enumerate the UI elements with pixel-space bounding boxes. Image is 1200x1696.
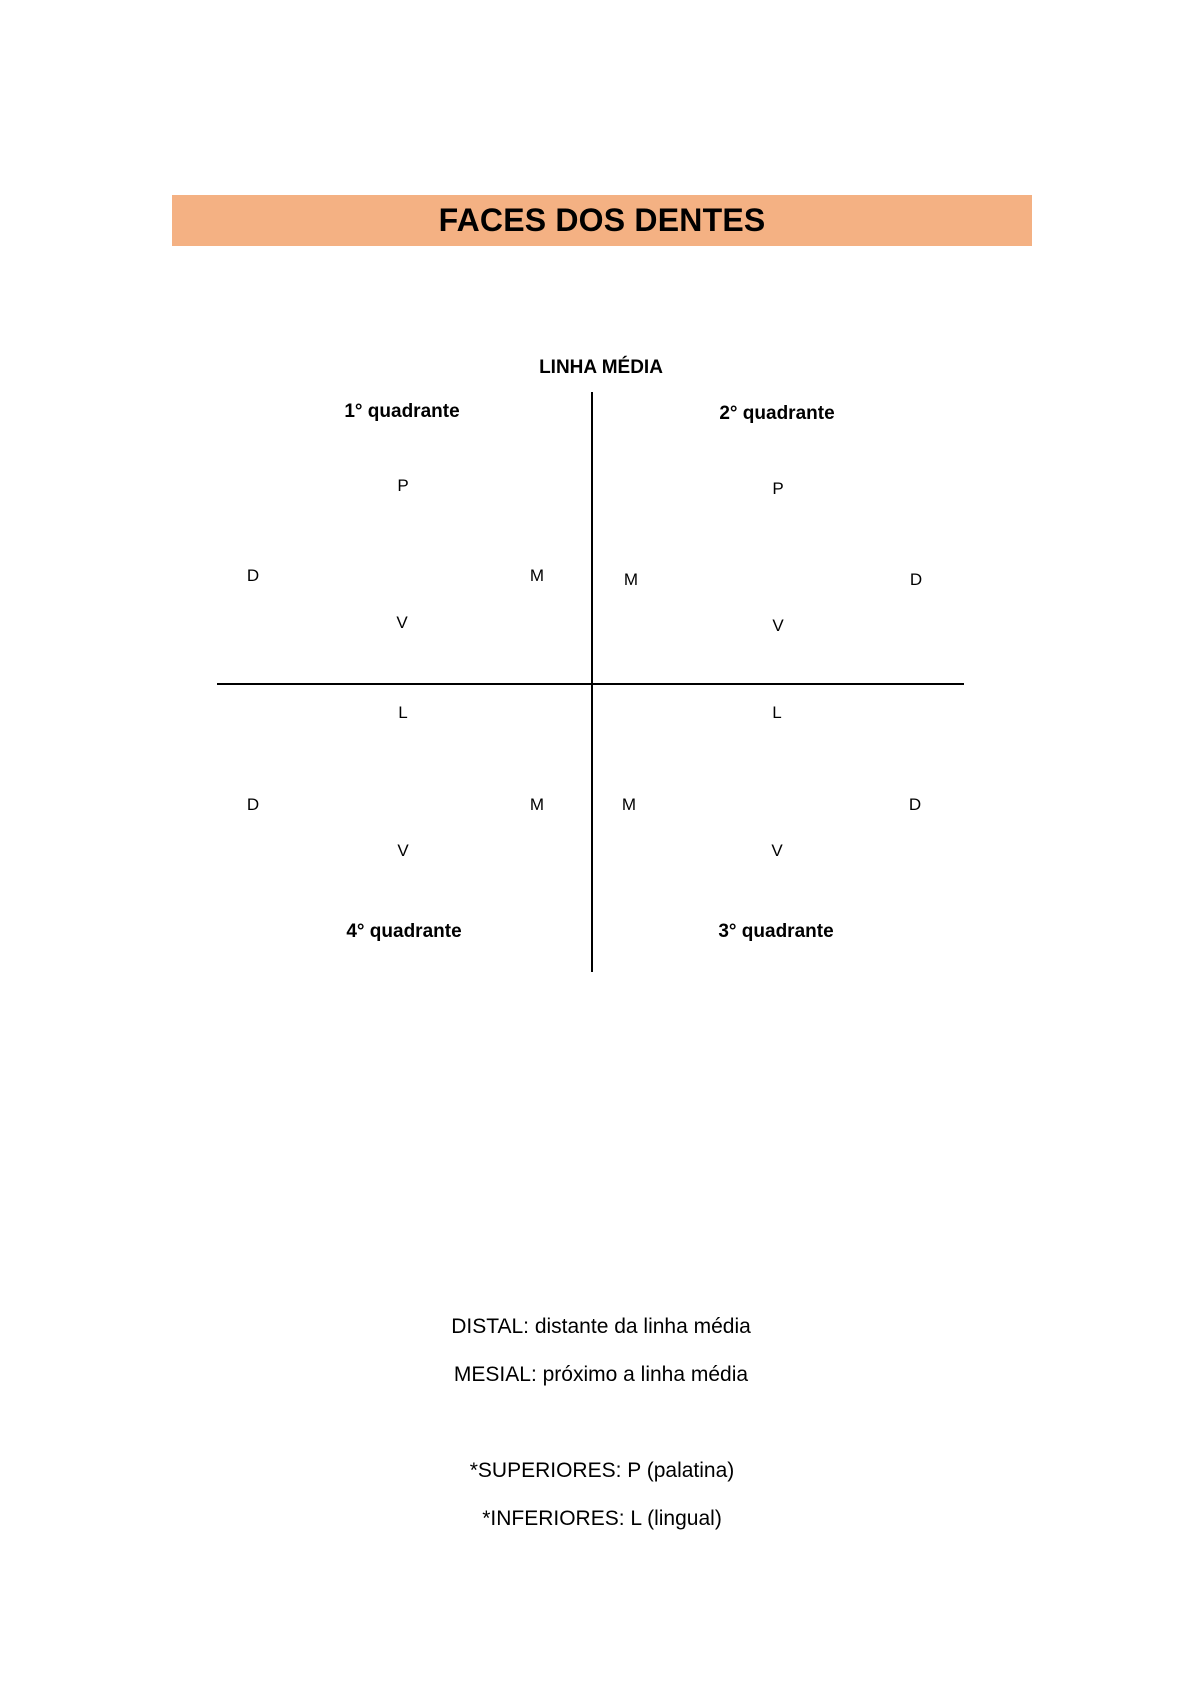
quadrant-3-face-top: L	[772, 703, 782, 722]
quadrant-1-face-top: P	[397, 476, 409, 495]
definition-distal: DISTAL: distante da linha média	[451, 1315, 751, 1338]
quadrant-4-face-top: L	[398, 703, 408, 722]
quadrant-3-face-bottom: V	[771, 841, 783, 860]
quadrant-3-face-right: D	[908, 795, 922, 814]
quadrant-1-face-left: D	[246, 566, 260, 585]
quadrant-2-face-bottom: V	[772, 616, 784, 635]
quadrant-4-face-left: D	[246, 795, 260, 814]
note-inferiores: *INFERIORES: L (lingual)	[482, 1507, 722, 1530]
quadrant-2-face-right: D	[909, 570, 923, 589]
quadrant-4-label: 4° quadrante	[346, 921, 462, 942]
quadrant-3-label: 3° quadrante	[718, 921, 834, 942]
quadrant-2-face-left: M	[623, 570, 639, 589]
quadrant-2-label: 2° quadrante	[719, 403, 835, 424]
quadrant-1-label: 1° quadrante	[344, 401, 460, 422]
quadrant-4-face-right: M	[529, 795, 545, 814]
quadrant-3-face-left: M	[621, 795, 637, 814]
page-title: FACES DOS DENTES	[438, 202, 766, 238]
title-banner	[172, 195, 1032, 246]
midline-vertical-divider	[591, 392, 593, 972]
definition-mesial: MESIAL: próximo a linha média	[453, 1363, 749, 1386]
occlusal-horizontal-divider	[217, 683, 964, 685]
quadrant-1-face-bottom: V	[396, 613, 408, 632]
quadrant-4-face-bottom: V	[397, 841, 409, 860]
midline-label: LINHA MÉDIA	[539, 357, 663, 378]
quadrant-2-face-top: P	[772, 479, 784, 498]
note-superiores: *SUPERIORES: P (palatina)	[469, 1459, 735, 1482]
quadrant-1-face-right: M	[529, 566, 545, 585]
